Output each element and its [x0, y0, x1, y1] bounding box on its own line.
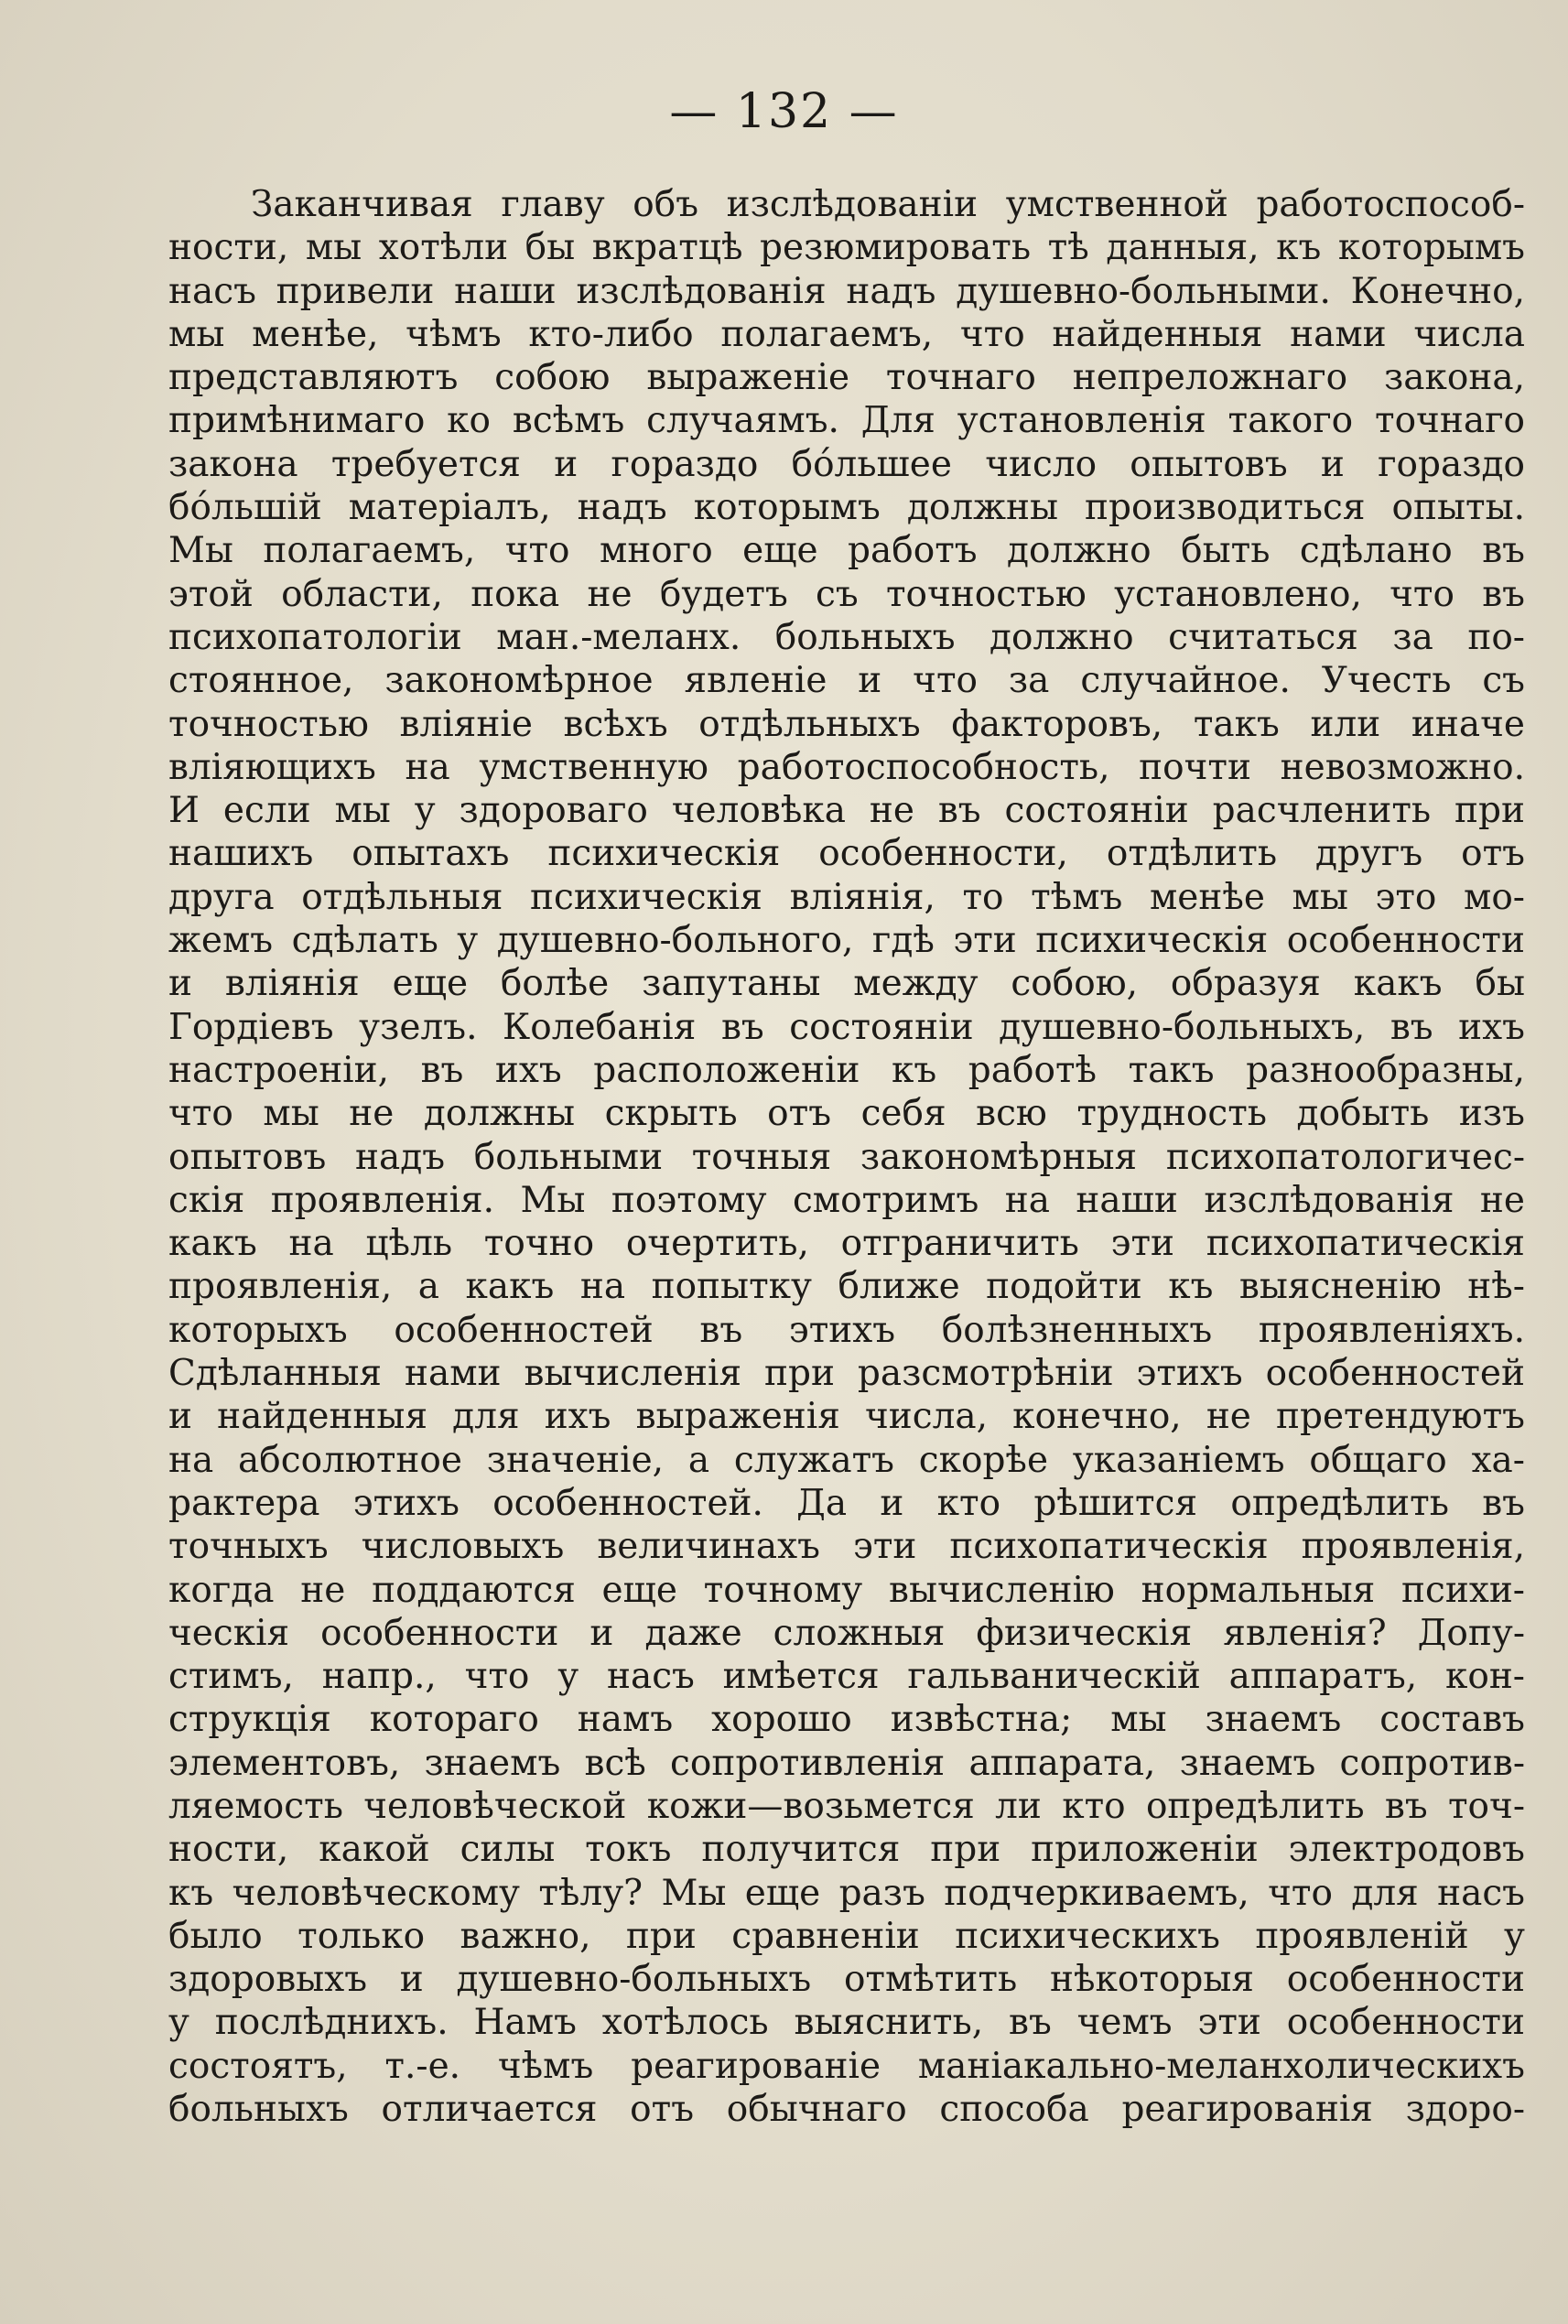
text-line: закона требуется и гораздо бо́льшее число опытовъ и гораздо: [168, 443, 1525, 485]
text-line: и найденныя для ихъ выраженія числа, конечно, не претендуютъ: [168, 1396, 1525, 1438]
text-line: представляютъ собою выраженіе точнаго непреложнаго закона,: [168, 357, 1525, 399]
text-line: проявленія, а какъ на попытку ближе подойти къ выясненію нѣ-: [168, 1266, 1525, 1308]
text-line: настроеніи, въ ихъ расположеніи къ работѣ такъ разнообразны,: [168, 1049, 1525, 1091]
text-line: элементовъ, знаемъ всѣ сопротивленія аппарата, знаемъ сопротив-: [168, 1742, 1525, 1784]
text-line: къ человѣческому тѣлу? Мы еще разъ подчеркиваемъ, что для насъ: [168, 1872, 1525, 1914]
text-line: психопатологіи ман.-меланх. больныхъ должно считаться за по-: [168, 616, 1525, 658]
text-line: у послѣднихъ. Намъ хотѣлось выяснить, въ чемъ эти особенности: [168, 2002, 1525, 2044]
text-line: И если мы у здороваго человѣка не въ состояніи расчленить при: [168, 790, 1525, 832]
text-line: точностью вліяніе всѣхъ отдѣльныхъ факторовъ, такъ или иначе: [168, 703, 1525, 745]
text-line: которыхъ особенностей въ этихъ болѣзненныхъ проявленіяхъ.: [168, 1309, 1525, 1351]
text-line: скія проявленія. Мы поэтому смотримъ на наши изслѣдованія не: [168, 1179, 1525, 1221]
text-line: на абсолютное значеніе, а служатъ скорѣе указаніемъ общаго ха-: [168, 1439, 1525, 1481]
text-line: здоровыхъ и душевно-больныхъ отмѣтить нѣкоторыя особенности: [168, 1959, 1525, 2001]
text-line: ности, какой силы токъ получится при приложеніи электродовъ: [168, 1829, 1525, 1871]
text-line: вліяющихъ на умственную работоспособность, почти невозможно.: [168, 746, 1525, 788]
text-line: состоятъ, т.-е. чѣмъ реагированіе маніакально-меланхолическихъ: [168, 2045, 1525, 2087]
text-line: струкція котораго намъ хорошо извѣстна; мы знаемъ составъ: [168, 1699, 1525, 1741]
text-line: какъ на цѣль точно очертить, отграничить эти психопатическія: [168, 1223, 1525, 1265]
text-line: Заканчивая главу объ изслѣдованіи умственной работоспособ-: [251, 184, 1525, 225]
text-line: жемъ сдѣлать у душевно-больного, гдѣ эти психическія особенности: [168, 920, 1525, 962]
text-line: ляемость человѣческой кожи—возьмется ли кто опредѣлить въ точ-: [168, 1785, 1525, 1827]
text-line: мы менѣе, чѣмъ кто-либо полагаемъ, что найденныя нами числа: [168, 313, 1525, 355]
text-line: было только важно, при сравненіи психическихъ проявленій у: [168, 1915, 1525, 1957]
text-line: примѣнимаго ко всѣмъ случаямъ. Для установленія такого точнаго: [168, 400, 1525, 442]
page-number: — 132 —: [669, 84, 899, 139]
text-line: точныхъ числовыхъ величинахъ эти психопатическія проявленія,: [168, 1526, 1525, 1568]
text-line: что мы не должны скрыть отъ себя всю трудность добыть изъ: [168, 1093, 1525, 1135]
text-line: насъ привели наши изслѣдованія надъ душевно-больными. Конечно,: [168, 270, 1525, 312]
body-text: [168, 183, 1525, 2131]
text-line: больныхъ отличается отъ обычнаго способа реагированія здоро-: [168, 2089, 1525, 2131]
text-line: друга отдѣльныя психическія вліянія, то тѣмъ менѣе мы это мо-: [168, 876, 1525, 918]
text-line: нашихъ опытахъ психическія особенности, отдѣлить другъ отъ: [168, 833, 1525, 875]
text-line: ческія особенности и даже сложныя физическія явленія? Допу-: [168, 1612, 1525, 1654]
text-line: опытовъ надъ больными точныя закономѣрныя психопатологичес-: [168, 1136, 1525, 1178]
text-line: ности, мы хотѣли бы вкратцѣ резюмировать тѣ данныя, къ которымъ: [168, 227, 1525, 269]
text-line: этой области, пока не будетъ съ точностью установлено, что въ: [168, 573, 1525, 615]
text-line: когда не поддаются еще точному вычисленію нормальныя психи-: [168, 1569, 1525, 1611]
text-line: Сдѣланныя нами вычисленія при разсмотрѣніи этихъ особенностей: [168, 1353, 1525, 1395]
text-line: стимъ, напр., что у насъ имѣется гальваническій аппаратъ, кон-: [168, 1656, 1525, 1698]
text-line: и вліянія еще болѣе запутаны между собою, образуя какъ бы: [168, 963, 1525, 1005]
text-line: стоянное, закономѣрное явленіе и что за случайное. Учесть съ: [168, 660, 1525, 702]
text-line: бо́льшій матеріалъ, надъ которымъ должны производиться опыты.: [168, 487, 1525, 529]
text-line: рактера этихъ особенностей. Да и кто рѣшится опредѣлить въ: [168, 1482, 1525, 1524]
text-line: Мы полагаемъ, что много еще работъ должно быть сдѣлано въ: [168, 530, 1525, 572]
text-line: Гордіевъ узелъ. Колебанія въ состояніи душевно-больныхъ, въ ихъ: [168, 1006, 1525, 1048]
